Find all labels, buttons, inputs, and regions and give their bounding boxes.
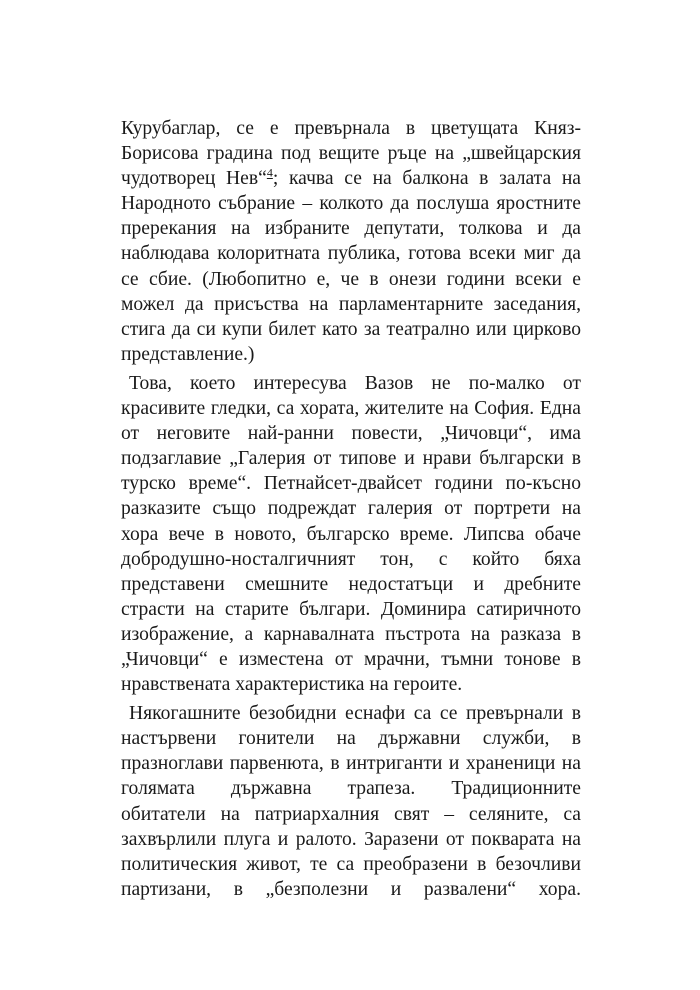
text-line: Борисова градина под вещите ръце на „швейцарския [121, 143, 581, 165]
text-line: наблюдава колоритната публика, готова всеки миг да [121, 243, 581, 265]
text-line: захвърлили плуга и ралото. Заразени от покварата на [121, 828, 581, 850]
page-text [121, 116, 581, 902]
text-line: обитатели на патриархалния свят – селяните, са [121, 803, 581, 825]
text-line: разказите също подреждат галерия от портрети на [121, 498, 581, 520]
paragraph [121, 701, 581, 902]
text-line: Някогашните безобидни еснафи са се превърнали в [129, 703, 581, 725]
text-line: настървени гонители на държавни служби, в [121, 728, 581, 750]
text-line: хора вече в новото, българско време. Липсва обаче [121, 523, 581, 545]
text-line: се сбие. (Любопитно е, че в онези години всеки е [121, 268, 581, 290]
text-line: представление.) [121, 343, 255, 365]
text-line: подзаглавие „Галерия от типове и нрави български в [121, 448, 581, 470]
text-line: от неговите най-ранни повести, „Чичовци“, има [121, 423, 581, 445]
footnote-marker[interactable]: 4 [266, 165, 273, 180]
text-line: голямата държавна трапеза. Традиционните [121, 778, 581, 800]
text-line: „Чичовци“ е изместена от мрачни, тъмни тонове в [121, 648, 581, 670]
text-line [121, 166, 581, 191]
text-line: турско време“. Петнайсет-двайсет години по-късно [121, 473, 581, 495]
paragraph [121, 371, 581, 697]
text-line: добродушно-носталгичният тон, с който бяха [121, 548, 581, 570]
text-line: пререкания на избраните депутати, толкова и да [121, 218, 581, 240]
text-line: политическия живот, те са преобразени в безочливи [121, 853, 581, 875]
text-line: партизани, в „безполезни и развалени“ хора. [121, 878, 581, 900]
text-line: можел да присъства на парламентарните заседания, [121, 293, 581, 315]
text-line: Това, което интересува Вазов не по-малко от [129, 372, 581, 394]
text-line: нравствената характеристика на героите. [121, 674, 463, 696]
text-segment: чудотворец Нев“ [121, 168, 267, 190]
text-line: празноглави парвенюта, в интриганти и храненици на [121, 753, 581, 775]
text-line: изображение, а карнавалната пъстрота на разказа в [121, 623, 581, 645]
text-line: страсти на старите българи. Доминира сатиричното [121, 598, 581, 620]
text-segment: ; качва се на балкона в залата на [272, 168, 582, 190]
text-line: Народното събрание – колкото да послуша яростните [121, 193, 581, 215]
text-line: стига да си купи билет като за театрално или цирково [121, 318, 581, 340]
text-line: Курубаглар, се е превърнала в цветущата Княз- [121, 118, 581, 139]
paragraph [121, 116, 581, 367]
text-line: представени смешните недостатъци и дребните [121, 573, 581, 595]
text-line: красивите гледки, са хората, жителите на София. Една [121, 398, 581, 420]
